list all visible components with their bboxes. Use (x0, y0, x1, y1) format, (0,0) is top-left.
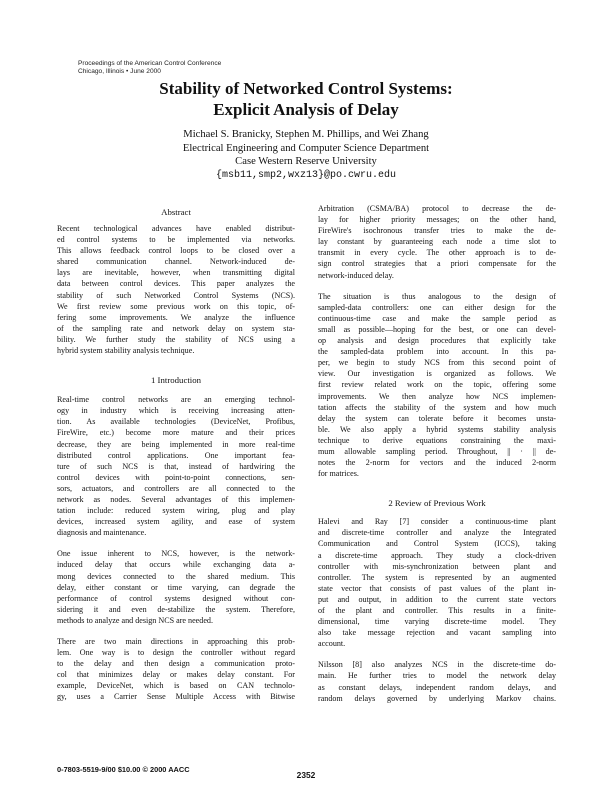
author-block (60, 128, 552, 182)
text-line: lem. One way is to design the controller without regard (57, 648, 295, 658)
text-line: example, DeviceNet, which is based on CAN technolo- (57, 681, 295, 691)
text-line: network-induced delay. (318, 270, 394, 280)
text-line: FireWire's isochronous transfer tries to make the de- (318, 226, 556, 236)
text-line: random delays governed by underlying Markov chains. (318, 693, 556, 703)
text-line: distributed control applications. One important fea- (57, 450, 295, 460)
text-line: the sampled-data problem into account. In this pa- (318, 347, 556, 357)
author-email: {msb11,smp2,wxz13}@po.cwru.edu (215, 169, 397, 181)
introduction-paragraph-2 (57, 548, 295, 626)
page-number: 2352 (296, 770, 316, 780)
text-line: tion. As available technologies (DeviceNet, Profibus, (57, 417, 295, 427)
review-heading: 2 Review of Previous Work (388, 498, 486, 509)
text-line: One issue inherent to NCS, however, is the network- (57, 549, 295, 559)
right-paragraph-1 (318, 203, 556, 281)
conference-location: Chicago, Illinois • June 2000 (78, 68, 161, 75)
text-line: fering some improvements. We analyze the influence (57, 312, 295, 322)
text-line: network as nodes. Several advantages of this implemen- (57, 494, 295, 504)
introduction-paragraph-3 (57, 636, 295, 703)
text-line: stability of such Networked Control Systems (NCS). (57, 290, 295, 300)
text-line: small as possible—hoping for the best, or one can devel- (318, 324, 556, 334)
text-line: sampled-data controllers: one can either design for the (318, 302, 556, 312)
text-line: methods to analyze and design NCS are needed. (57, 615, 213, 625)
abstract-text (57, 223, 295, 356)
text-line: shared communication channel. Network-induced de- (57, 257, 295, 267)
text-line: This allows feedback control loops to be closed over a (57, 246, 295, 256)
text-line: per, we begin to study NCS from this second point of (318, 358, 556, 368)
text-line: of the sampling rate and network delay on system sta- (57, 323, 295, 333)
text-line: lays are inevitable, however, when transmitting digital (57, 268, 295, 278)
text-line: technique to derive equations constraining the maxi- (318, 435, 556, 445)
text-line: Communication and Control System (ICCS), taking (318, 539, 556, 549)
text-line: view. Our investigation is organized as follows. We (318, 369, 556, 379)
left-column (57, 206, 295, 703)
text-line: op analysis and design procedures that explicitly take (318, 336, 556, 346)
author-university: Case Western Reserve University (235, 156, 377, 167)
text-line: first review related work on the topic, offering some (318, 380, 556, 390)
text-line: decrease, they are being implemented in more real-time (57, 439, 295, 449)
conference-name: Proceedings of the American Control Conference (78, 60, 222, 67)
text-line: devices, increased system agility, and ease of system (57, 517, 295, 527)
text-line: controller with mis-synchronization between plant and (318, 561, 556, 571)
text-line: of the plant and controller. This results in a finite- (318, 606, 556, 615)
text-line: hybrid system stability analysis technique. (57, 346, 195, 356)
text-line: We first review some previous work on this topic, of- (57, 301, 295, 311)
text-line: FireWire, etc.) become more mature and their prices (57, 428, 295, 438)
author-names: Michael S. Branicky, Stephen M. Phillips, and Wei Zhang (183, 129, 429, 140)
text-line: a discrete-time approach. They study a clock-driven (318, 550, 556, 560)
text-line: state vector that consists of past values of the plant in- (318, 583, 556, 593)
text-line: improvements. We then analyze how NCS implemen- (318, 391, 556, 401)
text-line: controller. The system is represented by an augmented (318, 572, 556, 582)
text-line: There are two main directions in approaching this prob- (57, 637, 295, 646)
text-line: Recent technological advances have enabled distribut- (57, 224, 295, 233)
text-line: tation affects the stability of the system and how much (318, 402, 556, 412)
introduction-heading: 1 Introduction (150, 375, 202, 386)
text-line: induced delay that occurs while exchanging data a- (57, 560, 295, 570)
text-line: mong devices connected to the shared medium. This (57, 571, 295, 581)
review-paragraph-2 (318, 659, 556, 703)
text-line: data between control devices. This paper analyzes the (57, 279, 295, 289)
text-line: col that minimizes delay or makes delay constant. For (57, 670, 295, 680)
text-line: main. He further tries to model the network delay (318, 671, 556, 681)
text-line: Arbitration (CSMA/BA) protocol to decrease the de- (318, 204, 556, 213)
title-line-1: Stability of Networked Control Systems: (159, 79, 453, 98)
text-line: put and output, in addition to the current state vectors (318, 594, 556, 604)
text-line: notes the 2-norm for vectors and the induced 2-norm (318, 458, 556, 468)
text-line: transmit in every cycle. The other approach is to de- (318, 248, 556, 258)
text-line: as constant delays, independent random delays, and (318, 682, 556, 692)
text-line: to the delay and then design a communication proto- (57, 659, 295, 669)
introduction-paragraph-1 (57, 394, 295, 538)
text-line: mum allowable sampling period. Throughout, || · || de- (318, 446, 556, 456)
text-line: tation include: reduced system wiring, plug and play (57, 506, 295, 516)
right-column (318, 203, 556, 704)
text-line: and discrete-time controller and analyze the Integrated (318, 528, 556, 538)
text-line: sidering it and even de-stabilize the system. Therefore, (57, 604, 295, 614)
text-line: dimensional, time varying discrete-time model. They (318, 617, 556, 627)
text-line: gy, uses a Carrier Sense Multiple Access with Bitwise (57, 692, 295, 702)
text-line: account. (318, 639, 346, 649)
text-line: for matrices. (318, 469, 359, 479)
text-line: performance of control systems designed without con- (57, 593, 295, 603)
title-line-2: Explicit Analysis of Delay (213, 100, 399, 119)
conference-info (78, 60, 318, 76)
text-line: also take message rejection and vacant sampling into (318, 628, 556, 638)
text-line: delay, either constant or time varying, can degrade the (57, 582, 295, 592)
text-line: sors, actuators, and controllers are all connected to the (57, 483, 295, 493)
text-line: Real-time control networks are an emerging technol- (57, 395, 295, 405)
text-line: The situation is thus analogous to the design of (318, 291, 556, 301)
paper-title (60, 78, 552, 120)
text-line: control devices with point-to-point connections, sen- (57, 472, 295, 482)
copyright-line: 0-7803-5519-9/00 $10.00 © 2000 AACC (57, 765, 190, 774)
text-line: ogy in industry which is receiving increasing atten- (57, 406, 295, 416)
text-line: Halevi and Ray [7] consider a continuous-time plant (318, 517, 556, 527)
text-line: ture of such NCS is that, instead of hardwiring the (57, 461, 295, 471)
text-line: sign control strategies that a priori compensate for the (318, 259, 556, 269)
text-line: lay constant by guaranteeing each node a time slot to (318, 237, 556, 247)
text-line: delay the system can tolerate before it becomes unsta- (318, 413, 556, 423)
abstract-heading: Abstract (161, 207, 191, 217)
text-line: continuous-time case and make the sample period as (318, 313, 556, 323)
text-line: ed control systems to be implemented via networks. (57, 235, 295, 245)
text-line: ble. We also apply a hybrid systems stability analysis (318, 424, 556, 434)
text-line: diagnosis and maintenance. (57, 528, 147, 538)
author-department: Electrical Engineering and Computer Science Department (182, 142, 430, 154)
text-line: Nilsson [8] also analyzes NCS in the discrete-time do- (318, 660, 556, 670)
text-line: lay for higher priority messages; on the other hand, (318, 215, 556, 225)
right-paragraph-2 (318, 291, 556, 480)
text-line: bility. We further study the stability of NCS using a (57, 334, 295, 344)
review-paragraph-1 (318, 516, 556, 649)
